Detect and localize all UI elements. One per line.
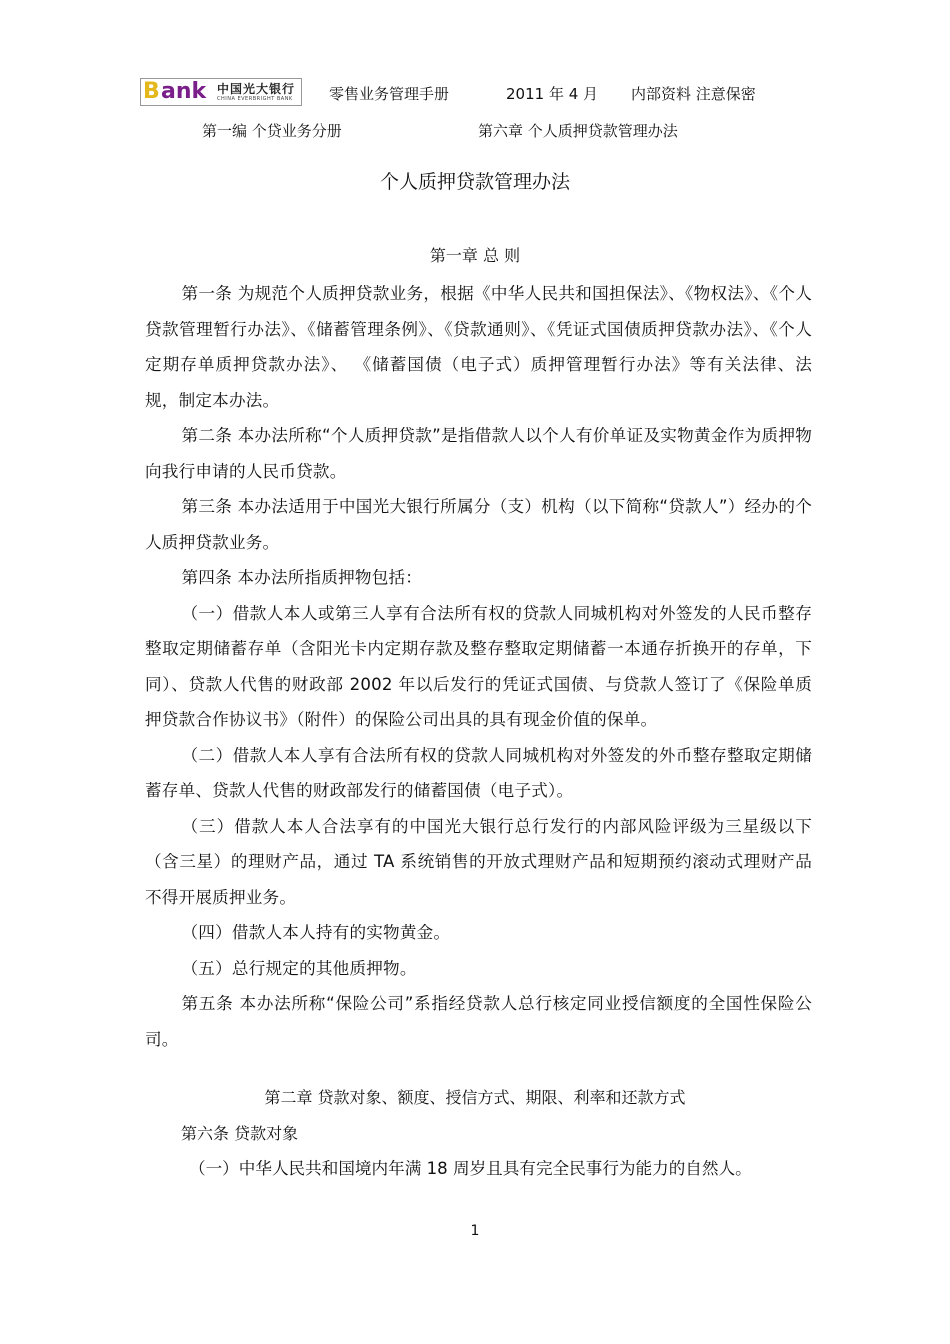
logo-letters-ank: ank — [161, 79, 207, 104]
page-number: 1 — [470, 1223, 480, 1239]
article-6-item-1: （一）中华人民共和国境内年满 18 周岁且具有完全民事行为能力的自然人。 — [189, 1159, 752, 1178]
article-4: 第四条 本办法所指质押物包括： — [181, 568, 423, 587]
confidential-note: 内部资料 注意保密 — [631, 85, 756, 103]
part-label: 第一编 个贷业务分册 — [202, 122, 342, 140]
article-4-item-4: （四）借款人本人持有的实物黄金。 — [181, 923, 451, 942]
article-4-item-3: （三）借款人本人合法享有的中国光大银行总行发行的内部风险评级为三星级以下（含三星）的理财产品，通过 TA 系统销售的开放式理财产品和短期预约滚动式理财产品不得开展质押业务。 — [145, 816, 812, 907]
article-6-heading: 第六条 贷款对象 — [181, 1124, 299, 1143]
document-body — [145, 276, 812, 1057]
chapter-label: 第六章 个人质押贷款管理办法 — [478, 122, 678, 140]
page-header — [140, 76, 820, 108]
article-4-item-5: （五）总行规定的其他质押物。 — [181, 958, 417, 978]
logo-chinese-name: 中国光大银行 — [217, 82, 296, 96]
chapter-1-heading: 第一章 总 则 — [429, 246, 521, 265]
article-3: 第三条 本办法适用于中国光大银行所属分（支）机构（以下简称“贷款人”）经办的个人质押贷款业务。 — [145, 497, 812, 552]
document-title: 个人质押贷款管理办法 — [379, 171, 570, 193]
logo-letter-b: B — [143, 79, 160, 104]
manual-date: 2011 年 4 月 — [506, 85, 599, 103]
article-5: 第五条 本办法所称“保险公司”系指经贷款人总行核定同业授信额度的全国性保险公司。 — [145, 994, 812, 1049]
logo-english-name: CHINA EVERBRIGHT BANK — [217, 96, 293, 102]
manual-name: 零售业务管理手册 — [329, 85, 450, 103]
bank-logo — [140, 78, 302, 106]
chapter-2-heading: 第二章 贷款对象、额度、授信方式、期限、利率和还款方式 — [264, 1088, 686, 1107]
article-2: 第二条 本办法所称“个人质押贷款”是指借款人以个人有价单证及实物黄金作为质押物向我行申请的人民币贷款。 — [145, 426, 812, 481]
article-4-item-1: （一）借款人本人或第三人享有合法所有权的贷款人同城机构对外签发的人民币整存整取定期储蓄存单（含阳光卡内定期存款及整存整取定期储蓄一本通存折换开的存单，下同）、贷款人代售的财政部 2002 年以后发行的凭证式国债、与贷款人签订了《保险单质押贷款合作协议书》（附件）的保险公司出具的具有现金价值的保单。 — [145, 603, 812, 729]
article-1: 第一条 为规范个人质押贷款业务，根据《中华人民共和国担保法》、《物权法》、《个人贷款管理暂行办法》、《储蓄管理条例》、《贷款通则》、《凭证式国债质押贷款办法》、《个人定期存单质押贷款办法》、 《储蓄国债（电子式）质押管理暂行办法》等有关法律、法规，制定本办法。 — [145, 284, 812, 410]
article-4-item-2: （二）借款人本人享有合法所有权的贷款人同城机构对外签发的外币整存整取定期储蓄存单、贷款人代售的财政部发行的储蓄国债（电子式）。 — [145, 745, 812, 800]
